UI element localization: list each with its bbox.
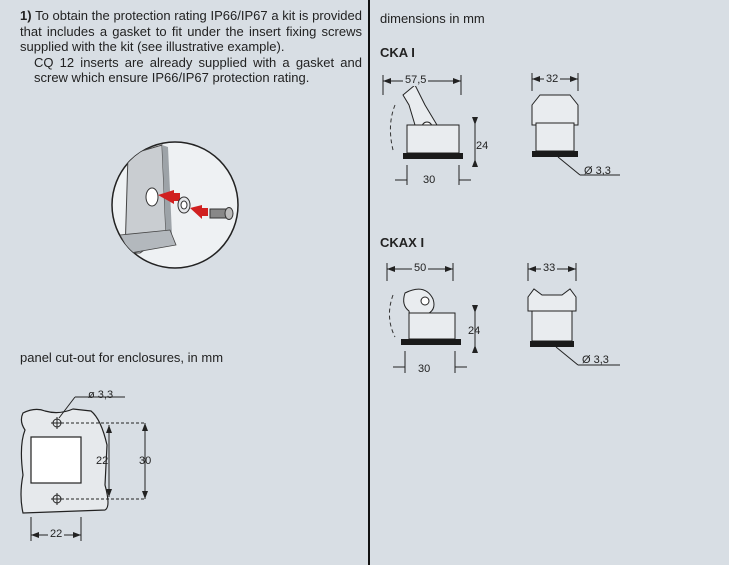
panel-dim-inner: 22 xyxy=(96,455,109,467)
gasket-illustration xyxy=(110,135,250,285)
ckax-side-view xyxy=(375,255,505,385)
note-number: 1) xyxy=(20,8,32,23)
panel-dim-outer: 30 xyxy=(139,455,152,467)
dimensions-caption: dimensions in mm xyxy=(380,11,485,26)
ckax-dim-base: 30 xyxy=(418,363,431,375)
panel-dim-width: 22 xyxy=(50,528,63,540)
ckax-title: CKAX I xyxy=(380,235,425,250)
cka-front-view xyxy=(520,65,640,195)
cka-title: CKA I xyxy=(380,45,415,60)
note-text-1: To obtain the protection rating IP66/IP67 a kit is provided that includes a gasket to fit under the insert fixing screws supplied with the kit (see illustrative example). xyxy=(20,8,362,54)
cka-dim-height: 24 xyxy=(476,140,489,152)
panel-caption: panel cut-out for enclosures, in mm xyxy=(20,350,224,365)
ckax-dim-width: 33 xyxy=(543,262,556,274)
cka-side-view xyxy=(375,65,505,195)
ckax-front-view xyxy=(520,255,640,385)
note-paragraph-2: CQ 12 inserts are already supplied with a gasket and screw which ensure IP66/IP67 protection rating. xyxy=(34,54,362,85)
gasket-note xyxy=(20,8,362,86)
cka-dim-base: 30 xyxy=(423,174,436,186)
ckax-dim-height: 24 xyxy=(468,325,481,337)
right-column xyxy=(370,0,729,565)
cka-dim-length: 57,5 xyxy=(405,74,427,86)
ckax-dim-length: 50 xyxy=(414,262,427,274)
ckax-dim-hole: Ø 3,3 xyxy=(582,354,609,366)
cka-dim-hole: Ø 3,3 xyxy=(584,165,611,177)
note-paragraph-1 xyxy=(20,8,362,55)
panel-hole-label: ø 3,3 xyxy=(88,389,114,401)
cka-dim-width: 32 xyxy=(546,73,559,85)
